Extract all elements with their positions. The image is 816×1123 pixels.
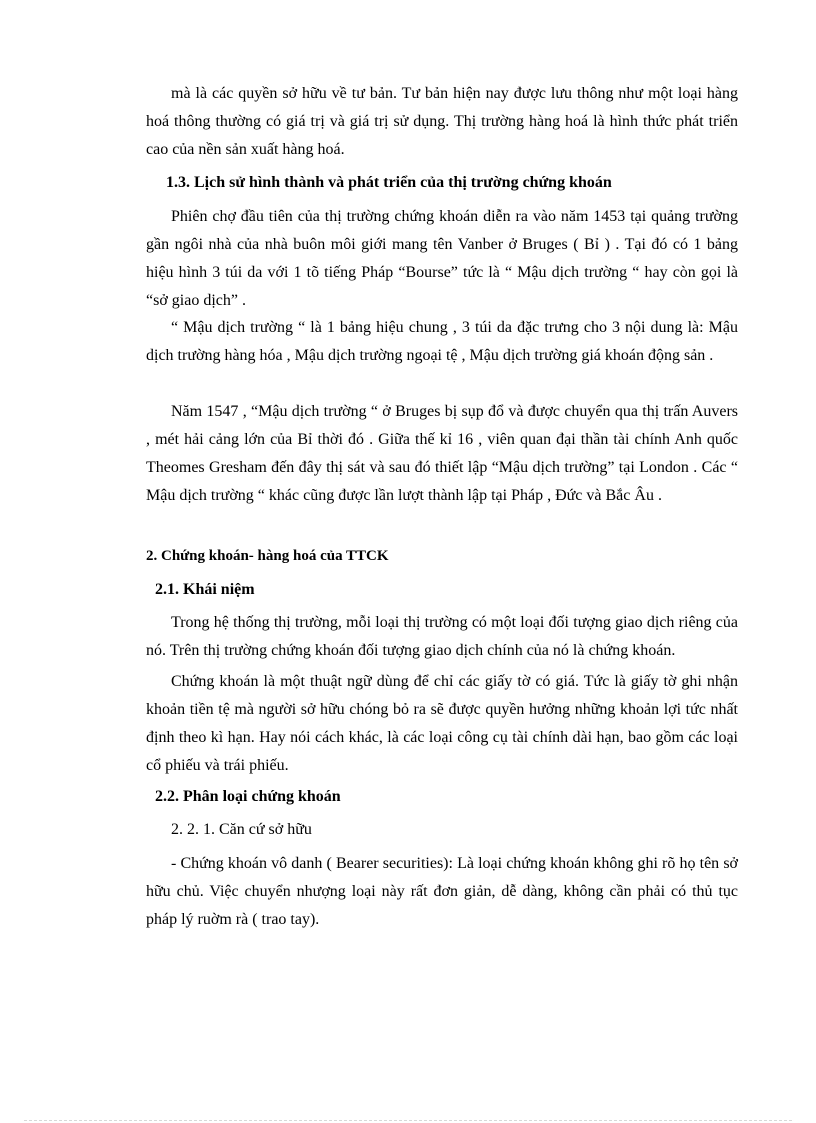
heading-2: 2. Chứng khoán- hàng hoá của TTCK — [146, 548, 389, 564]
subheading-2-2-1: 2. 2. 1. Căn cứ sở hữu — [171, 821, 312, 838]
paragraph-2-1-b: Chứng khoán là một thuật ngữ dùng để chỉ các giấy tờ có giá. Tức là giấy tờ ghi nhận khoản tiền tệ mà người sở hữu chóng bỏ ra sẽ được quyền hưởng những khoản lợi tức nhất định theo kì hạn. Hay nói cách khác, là các loại công cụ tài chính dài hạn, bao gồm các loại cổ phiếu và trái phiếu. — [146, 673, 738, 774]
paragraph-2-1-a: Trong hệ thống thị trường, mỗi loại thị trường có một loại đối tượng giao dịch riêng của nó. Trên thị trường chứng khoán đối tượng giao dịch chính của nó là chứng khoán. — [146, 614, 738, 659]
heading-1-3: 1.3. Lịch sử hình thành và phát triển của thị trường chứng khoán — [166, 174, 612, 191]
heading-2-1: 2.1. Khái niệm — [155, 581, 255, 598]
page-bottom-rule — [24, 1120, 792, 1121]
paragraph-1-3-b: “ Mậu dịch trường “ là 1 bảng hiệu chung , 3 túi da đặc trưng cho 3 nội dung là: Mậu dịch trường hàng hóa , Mậu dịch trường ngoại tệ , Mậu dịch trường giá khoán động sản . — [146, 319, 738, 364]
paragraph-1-3-a: Phiên chợ đầu tiên của thị trường chứng khoán diễn ra vào năm 1453 tại quảng trường gần ngôi nhà của nhà buôn môi giới mang tên Vanber ở Bruges ( Bỉ ) . Tại đó có 1 bảng hiệu hình 3 túi da với 1 tõ tiếng Pháp “Bourse” tức là “ Mậu dịch trường “ hay còn gọi là “sở giao dịch” . — [146, 208, 738, 309]
paragraph-2-2-1: - Chứng khoán vô danh ( Bearer securities): Là loại chứng khoán không ghi rõ họ tên sở hữu chủ. Việc chuyển nhượng loại này rất đơn giản, dễ dàng, không cần phải có thủ tục pháp lý ruờm rà ( trao tay). — [146, 855, 738, 928]
heading-2-2: 2.2. Phân loại chứng khoán — [155, 788, 341, 805]
paragraph-1-3-c: Năm 1547 , “Mậu dịch trường “ ở Bruges bị sụp đổ và được chuyển qua thị trấn Auvers , mét hải cảng lớn của Bỉ thời đó . Giữa thế kỉ 16 , viên quan đại thần tài chính Anh quốc Theomes Gresham đến đây thị sát và sau đó thiết lập “Mậu dịch trường” tại London . Các “ Mậu dịch trường “ khác cũng được lần lượt thành lập tại Pháp , Đức và Bắc Âu . — [146, 403, 738, 504]
paragraph-intro: mà là các quyền sở hữu về tư bản. Tư bản hiện nay được lưu thông như một loại hàng hoá thông thường có giá trị và giá trị sử dụng. Thị trường hàng hoá là hình thức phát triển cao của nền sản xuất hàng hoá. — [146, 85, 738, 158]
